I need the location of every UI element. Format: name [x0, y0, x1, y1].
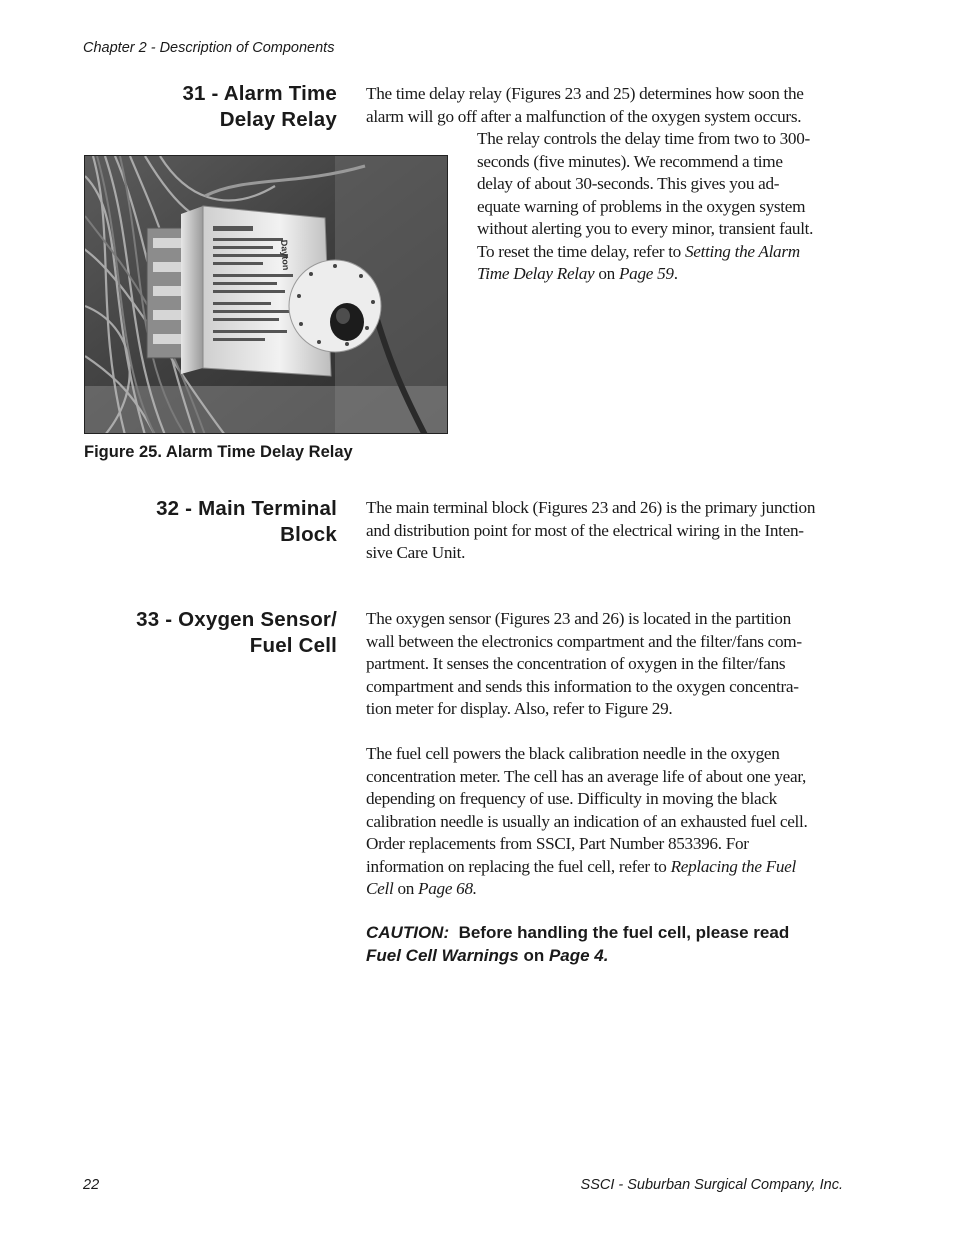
section-33-line: tion meter for display. Also, refer to Figure 29. — [366, 699, 673, 718]
section-33-paragraph-1 — [366, 608, 802, 721]
caution-line-2 — [366, 944, 789, 967]
caution-notice — [366, 921, 789, 967]
section-31-heading — [77, 81, 337, 133]
section-33-heading — [77, 607, 337, 659]
caution-on: on — [518, 946, 549, 965]
section-33-reference-line1 — [366, 856, 807, 879]
section-33-paragraph-2 — [366, 743, 807, 901]
reference-title: Replacing the Fuel — [670, 856, 796, 876]
section-33-line: Order replacements from SSCI, Part Number 853396. For — [366, 834, 749, 853]
footer-company: SSCI - Suburban Surgical Company, Inc. — [580, 1177, 843, 1193]
relay-brand-label: Dayton — [279, 239, 292, 271]
section-33-line: compartment and sends this information to the oxygen concentra- — [366, 676, 799, 696]
section-33-line: wall between the electronics compartment and the filter/fans com- — [366, 631, 802, 651]
section-33-line: concentration meter. The cell has an average life of about one year, — [366, 766, 807, 786]
reference-title: Cell — [366, 879, 394, 898]
section-32-line: and distribution point for most of the electrical wiring in the Inten- — [366, 520, 804, 540]
section-31-line: The relay controls the delay time from two to 300- — [477, 129, 810, 148]
section-33-line: The oxygen sensor (Figures 23 and 26) is located in the partition — [366, 609, 791, 628]
section-31-line: without alerting you to every minor, transient fault. — [477, 219, 814, 238]
section-32-heading — [77, 496, 337, 548]
figure-25-photo — [84, 155, 448, 434]
section-32-text — [366, 497, 815, 565]
section-31-intro — [366, 83, 804, 128]
section-31-line: equate warning of problems in the oxygen system — [477, 196, 806, 216]
section-33-line: The fuel cell powers the black calibration needle in the oxygen — [366, 744, 780, 763]
caution-page: Page 4. — [548, 946, 609, 965]
section-31-heading-line2: Delay Relay — [219, 108, 337, 131]
relay-photo-illustration — [85, 156, 448, 434]
section-31-line: seconds (five minutes). We recommend a time — [477, 151, 783, 171]
section-31-line: The time delay relay (Figures 23 and 25) determines how soon the — [366, 84, 804, 103]
reference-prefix: To reset the time delay, refer to — [477, 241, 685, 261]
section-33-line: depending on frequency of use. Difficulty in moving the black — [366, 789, 777, 808]
section-33-heading-line1: 33 - Oxygen Sensor/ — [136, 608, 337, 631]
running-header: Chapter 2 - Description of Components — [83, 40, 335, 56]
relay-side — [181, 206, 203, 374]
section-32-heading-line1: 32 - Main Terminal — [156, 497, 337, 520]
section-32-heading-line2: Block — [280, 523, 337, 546]
page-number: 22 — [83, 1177, 100, 1193]
section-33-line: partment. It senses the concentration of oxygen in the filter/fans — [366, 654, 786, 673]
caution-line-1 — [366, 921, 789, 944]
section-31-line: alarm will go off after a malfunction of the oxygen system occurs. — [366, 106, 802, 126]
section-33-line: calibration needle is usually an indication of an exhausted fuel cell. — [366, 811, 808, 831]
caution-text: Before handling the fuel cell, please read — [458, 923, 790, 942]
caution-label: CAUTION: — [366, 923, 450, 942]
figure-25-caption: Figure 25. Alarm Time Delay Relay — [84, 443, 353, 461]
section-31-line: delay of about 30-seconds. This gives you ad- — [477, 174, 780, 193]
section-33-reference-line2 — [366, 878, 807, 901]
section-31-reference-line1 — [477, 241, 813, 264]
section-31-side-text — [477, 128, 813, 286]
section-31-heading-line1: 31 - Alarm Time — [182, 82, 337, 105]
reference-on: on — [393, 879, 419, 898]
reference-title: Setting the Alarm — [684, 241, 800, 261]
section-32-line: The main terminal block (Figures 23 and 26) is the primary junction — [366, 498, 816, 517]
section-32-line: sive Care Unit. — [366, 543, 466, 562]
reference-end: . — [673, 264, 678, 283]
reference-prefix: information on replacing the fuel cell, refer to — [366, 856, 671, 876]
section-31-reference-line2 — [477, 263, 813, 286]
section-33-heading-line2: Fuel Cell — [249, 634, 337, 657]
reference-page: Page 68. — [418, 879, 477, 898]
reference-on: on — [594, 264, 619, 283]
reference-page: Page 59 — [618, 264, 674, 283]
reference-title: Time Delay Relay — [477, 264, 595, 283]
caution-reference: Fuel Cell Warnings — [366, 946, 519, 965]
relay-dial-face — [289, 260, 381, 352]
